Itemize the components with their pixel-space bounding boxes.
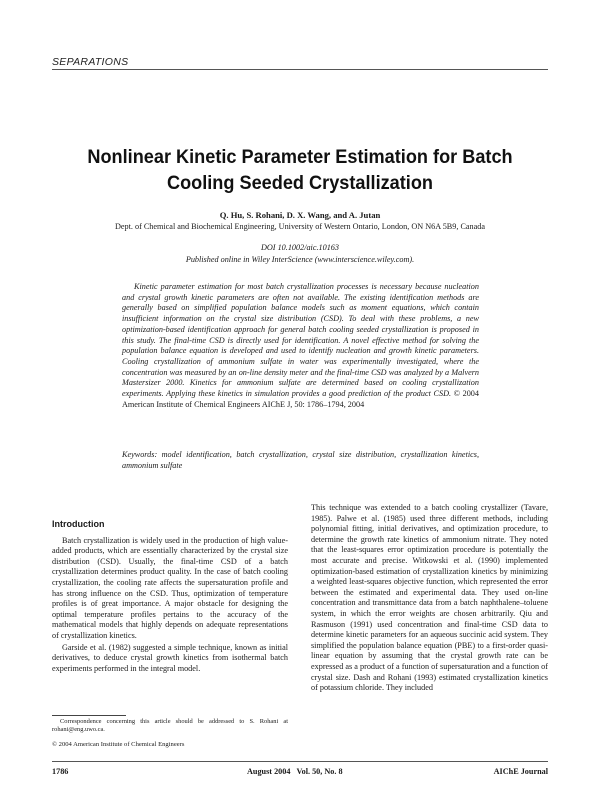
doi: DOI 10.1002/aic.10163 <box>260 243 339 252</box>
abstract-text: Kinetic parameter estimation for most batch crystallization processes is necessary because nucleation and crystal growth kinetic parameters are often not available. The existing identification methods are generally based on simplified population balance models such as moment equations, which contain insufficient information on the crystal size distribution (CSD). To deal with these problems, a new optimization-based identification approach for general batch cooling seeded crystallization is proposed in this study. The final-time CSD is directly used for identification. A novel effective method for solving the population balance equation is developed and used to identify nucleation and growth kinetic parameters. Cooling crystallization of ammonium sulfate in water was experimentally investigated, where the concentration was measured by an on-line density meter and the final-time CSD was analyzed by a Malvern Mastersizer 2000. Kinetics for ammonium sulfate are determined based on cooling crystallization experiments. Applying these kinetics in simulation provides a good prediction of the product CSD. <box>122 282 479 399</box>
footnote: Correspondence concerning this article should be addressed to S. Rohani at rohani@eng.uwo.ca. <box>52 718 288 733</box>
keywords: Keywords: model identification, batch crystallization, crystal size distribution, crystallization kinetics, ammonium sulfate <box>122 450 479 470</box>
section-tag: SEPARATIONS <box>52 56 129 68</box>
header-rule <box>52 69 548 70</box>
left-column <box>52 519 288 674</box>
introduction-heading: Introduction <box>52 519 105 529</box>
published-online: Published online in Wiley InterScience (www.interscience.wiley.com). <box>185 255 415 264</box>
authors: Q. Hu, S. Rohani, D. X. Wang, and A. Jutan <box>219 210 381 220</box>
affiliation: Dept. of Chemical and Biochemical Engineering, University of Western Ontario, London, ON N6A 5B9, Canada <box>114 222 486 231</box>
abstract <box>122 282 479 410</box>
paragraph: Garside et al. (1982) suggested a simple technique, known as initial derivatives, to deduce crystal growth kinetics from isothermal batch experiments performed in the integral model. <box>52 642 288 673</box>
right-column <box>311 503 548 694</box>
journal-name: AIChE Journal <box>493 767 548 776</box>
citation: © 2004 American Institute of Chemical Engineers AIChE J, 50: 1786–1794, 2004 <box>122 389 479 409</box>
paragraph: Batch crystallization is widely used in the production of high value-added products, which are essentially characterized by the crystal size distribution (CSD). Usually, the final-time CSD of a batch crystallization determines product quality. In the case of batch cooling crystallization, the cooling rate affects the supersaturation profile and has strong influence on the CSD. Thus, optimization of temperature profiles is of great importance. A major obstacle for designing the optimal temperature profiles pertains to the accuracy of the mathematical models that highly depends on adequate representations of crystallization kinetics. <box>52 535 288 640</box>
article-title: Nonlinear Kinetic Parameter Estimation for Batch Cooling Seeded Crystallization <box>87 146 513 194</box>
footer-rule <box>52 761 548 762</box>
paragraph: This technique was extended to a batch cooling crystallizer (Tavare, 1985). Palwe et al. (1985) used three different methods, including polynomial fitting, initial derivatives, and optimization procedure, to determine the growth rate kinetics of ammonium nitrate. They noted that the least-squares error optimization procedure is potentially the most accurate and precise. Witkowski et al. (1990) implemented optimization-based estimation of crystallization kinetics by minimizing a weighted least-squares objective function, which represented the error between the estimated and experimental data. They used on-line concentration and transmittance data from a batch naphthalene–toluene system, in which the error weights are chosen arbitrarily. Qiu and Rasmuson (1991) used concentration and final-time CSD data to determine kinetic parameters for an aqueous succinic acid system. They simplified the population balance equation (PBE) to a first-order quasi-linear equation by assuming that the crystal growth rate can be expressed as a product of a function of supersaturation and a function of crystal size. Dash and Rohani (1993) estimated crystallization kinetics of potassium chloride. They included <box>311 503 548 693</box>
copyright: © 2004 American Institute of Chemical Engineers <box>52 741 185 748</box>
issue-info: August 2004 Vol. 50, No. 8 <box>247 767 343 776</box>
footnote-rule <box>52 715 126 716</box>
page-number: 1786 <box>52 767 69 776</box>
